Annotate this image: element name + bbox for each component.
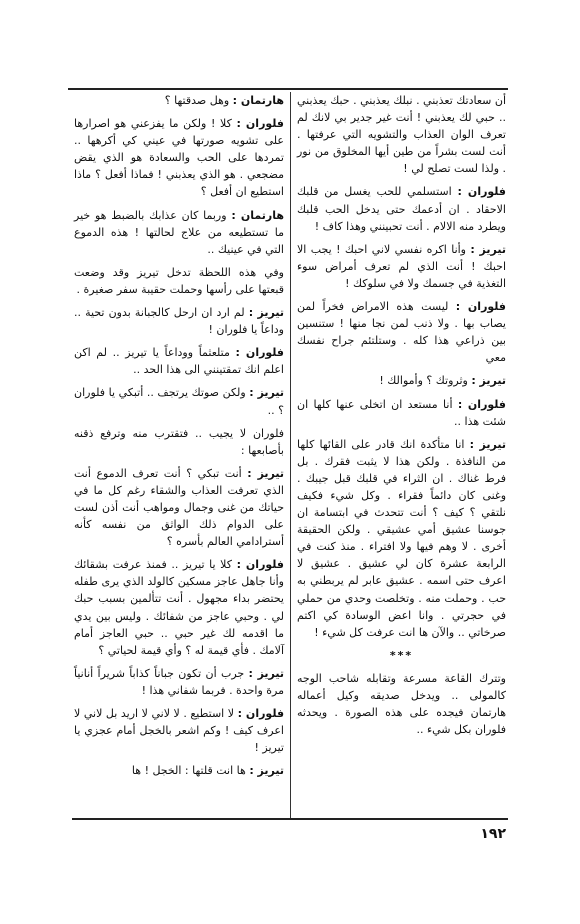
dialogue-paragraph bbox=[297, 372, 506, 389]
speaker-name: فلوران : bbox=[457, 397, 506, 411]
paragraph-text: وربما كان عذابك بالضبط هو خير ما تستطيعه من علاج لحالتها ! هذه الدموع التي في عينيك .. bbox=[74, 208, 284, 256]
dialogue-paragraph bbox=[297, 92, 506, 177]
speaker-name: هارتمان : bbox=[232, 94, 284, 107]
speaker-name: تيريز : bbox=[469, 437, 506, 451]
top-rule bbox=[68, 88, 508, 90]
dialogue-paragraph bbox=[74, 556, 284, 659]
speaker-name: تيريز : bbox=[471, 374, 506, 388]
paragraph-text: وهل صدقتها ؟ bbox=[164, 94, 230, 107]
speaker-name: فلوران : bbox=[455, 300, 506, 314]
paragraph-text: وثروتك ؟ وأموالك ! bbox=[379, 374, 468, 388]
paragraph-text: متلعثماً ووداعاً يا تيريز .. لم اكن اعلم انك تمقتينني الى هذا الحد .. bbox=[74, 346, 284, 377]
dialogue-paragraph bbox=[74, 264, 284, 298]
paragraph-text: وأنا اكره نفسي لاني احبك ! يجب الا احبك ! أنت الذي لم تعرف أمراض سوء التغذية في جسمك ولا في سلوكك ! bbox=[297, 242, 506, 290]
paragraph-text: ها انت قلتها : الخجل ! ها bbox=[131, 764, 246, 778]
paragraph-text: أنا مستعد ان اتخلى عنها كلها ان شئت هذا .. bbox=[297, 397, 506, 428]
dialogue-paragraph bbox=[74, 207, 284, 258]
speaker-name: تيريز : bbox=[470, 242, 506, 256]
dialogue-paragraph bbox=[74, 425, 284, 459]
text-columns bbox=[72, 92, 508, 818]
dialogue-paragraph bbox=[74, 665, 284, 699]
paragraph-text: ولكن صوتك يرتجف .. أتبكي يا فلوران ؟ .. bbox=[74, 386, 284, 417]
dialogue-paragraph bbox=[74, 344, 284, 378]
paragraph-text: فلوران لا يجيب .. فتقترب منه وترفع ذقنه بأصابعها : bbox=[74, 426, 284, 457]
dialogue-paragraph bbox=[74, 705, 284, 756]
page-number: ١٩٢ bbox=[480, 826, 506, 842]
dialogue-paragraph bbox=[74, 304, 284, 338]
speaker-name: فلوران : bbox=[236, 558, 284, 572]
speaker-name: هارتمان : bbox=[231, 208, 285, 222]
speaker-name: تيريز : bbox=[249, 386, 285, 400]
speaker-name: تيريز : bbox=[248, 666, 284, 680]
section-separator: *** bbox=[389, 648, 414, 662]
dialogue-paragraph bbox=[297, 298, 506, 366]
speaker-name: تيريز : bbox=[248, 306, 284, 320]
dialogue-paragraph bbox=[74, 115, 284, 200]
speaker-name: فلوران : bbox=[236, 117, 285, 131]
paragraph-text: انا متأكدة انك قادر على القائها كلها من النافذة . ولكن هذا لا يثبت فقرك . بل فرط غناك . ان الثراء في قلبك قبل جيبك . وغنى كان دائماً فقراء . وكل شيء فكيف نلتقي ؟ كيف ؟ أنت تتحدث في ابتسامة ان جوسنا عشيق أمي عشيقي . ولكن الحقيقة أخرى . لا وهم فيها ولا افتراء . منذ كنت في الرابعة عشرة كان لي عشيق . عشيق لا اعرف حتى اسمه . عشيق عابر لم يربطني به حب . وحملت منه . وتخلصت وحدي من حملي في حجرتي . وانا اعض الوسادة كي اكتم صرخاتي .. والآن ها انت عرفت كل شيء ! bbox=[297, 437, 506, 639]
left-column bbox=[72, 92, 290, 818]
paragraph-text: كلا ! ولكن ما يفزعني هو اصرارها على تشويه صورتها في عيني كي أكرهها .. تمردها على الحب والسعادة هو الذي يقض مضجعي . هو الذي يعذبني ! فماذا أفعل ؟ ماذا استطيع ان أفعل ؟ bbox=[74, 117, 284, 199]
dialogue-paragraph bbox=[74, 384, 284, 418]
speaker-name: فلوران : bbox=[235, 346, 285, 360]
right-column bbox=[290, 92, 508, 818]
dialogue-paragraph bbox=[297, 241, 506, 292]
dialogue-paragraph bbox=[297, 183, 506, 234]
paragraph-text: استسلمي للحب يغسل من قلبك الاحقاد . ان أدعمك حتى يدخل الحب قلبك ويطرد منه الالام . أنت تحبينني وهذا كاف ! bbox=[297, 185, 506, 233]
paragraph-text: أنت تبكي ؟ أنت تعرف الدموع أنت الذي تعرفت العذاب والشقاء رغم كل ما في حياتك من غنى وجمال ومواهب أنت أذن لست على الدوام ذلك الواثق من نفسه كأنه أسترادامي العالم بأسره ؟ bbox=[74, 466, 284, 549]
paragraph-text: وفي هذه اللحظة تدخل تيريز وقد وضعت قبعتها على رأسها وحملت حقيبة سفر صغيرة . bbox=[74, 265, 284, 296]
speaker-name: فلوران : bbox=[237, 707, 285, 720]
dialogue-paragraph bbox=[297, 670, 506, 738]
paragraph-text: جرب أن تكون جباناً كذاباً شريراً أنانياً مرة واحدة . فربما شفاني هذا ! bbox=[74, 666, 284, 697]
dialogue-paragraph bbox=[297, 436, 506, 641]
dialogue-paragraph bbox=[74, 762, 284, 779]
paragraph-text: وتترك القاعة مسرعة وتقابله شاحب الوجه كالمولى .. ويدخل صديقه وكيل أعماله هارتمان فيجده على هذه الصورة . ويحدثه فلوران بكل شيء .. bbox=[297, 671, 506, 737]
speaker-name: تيريز : bbox=[249, 764, 284, 778]
paragraph-text: أن سعادتك تعذبني . نبلك يعذبني . حبك يعذبني .. حبي لك يعذبني ! أنت غير جدير بي لانك لم تعرف الوان العذاب والتشويه التي عرفتها . أنت لست بشراً من طين أيها المخلوق من نور . ولذا لست تصلح لي ! bbox=[297, 94, 506, 176]
dialogue-paragraph bbox=[74, 92, 284, 109]
speaker-name: تيريز : bbox=[247, 466, 285, 480]
paragraph-text: لم ارد ان ارحل كالجبانة بدون تحية .. وداعاً يا فلوران ! bbox=[74, 306, 284, 337]
bottom-rule bbox=[72, 818, 508, 820]
speaker-name: فلوران : bbox=[457, 185, 507, 199]
paragraph-text: كلا يا تيريز .. فمنذ عرفت بشقائك وأنا جاهل عاجز مسكين كالولد الذي يرى طفله يحتضر بداء مجهول . أنت تتألمين بسبب حبك لي . وحبي عاجز من شفائك . وليس بين يدي ما اقدمه لك غير حبي .. حبي العاجز أمام آلامك . فأي قيمة له ؟ وأي قيمة لحياتي ؟ bbox=[74, 558, 284, 657]
paragraph-text: ليست هذه الامراض فخراً لمن يصاب بها . ولا ذنب لمن نجا منها ! ستنسين بين ذراعي هذا كله . وستلتئم جراح نفسك معي bbox=[297, 300, 506, 365]
dialogue-paragraph bbox=[297, 396, 506, 430]
dialogue-paragraph bbox=[74, 465, 284, 550]
paragraph-text: لا استطيع . لا لاني لا اريد بل لاني لا اعرف كيف ! وكم اشعر بالخجل أمام عجزي يا تيريز ! bbox=[74, 707, 284, 755]
